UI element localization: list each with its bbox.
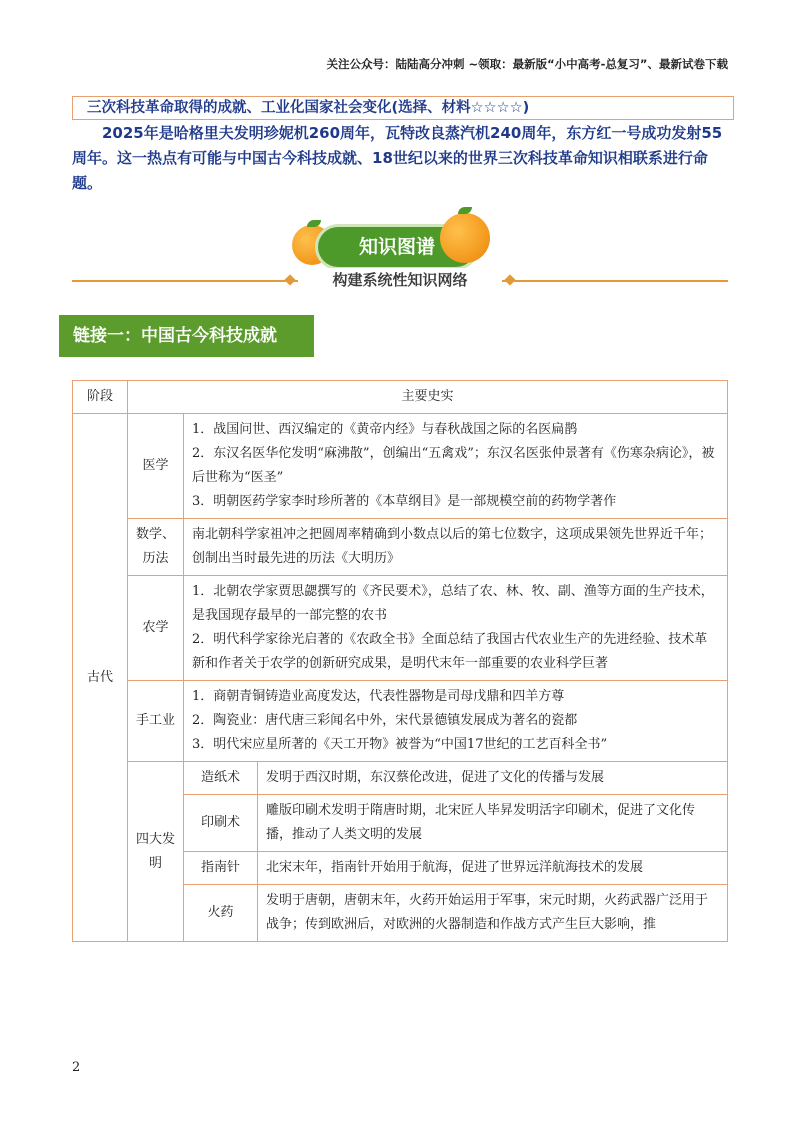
intro-paragraph: 2025年是哈格里夫发明珍妮机260周年，瓦特改良蒸汽机240周年，东方红一号成功发射55周年。这一热点有可能与中国古今科技成就、18世纪以来的世界三次科技革命知识相联系进行命题。: [72, 124, 723, 192]
category-agriculture: 农学: [128, 576, 184, 681]
banner-badge: 知识图谱: [358, 236, 435, 258]
list-item: 2．明代科学家徐光启著的《农政全书》全面总结了我国古代农业生产的先进经验、技术革新和作者关于农学的创新研究成果，是明代末年一部重要的农业科学巨著: [192, 632, 708, 671]
category-handicraft: 手工业: [128, 681, 184, 762]
invention-text: 发明于唐朝，唐朝末年，火药开始运用于军事，宋元时期，火药武器广泛用于战争；传到欧洲后，对欧洲的火器制造和作战方式产生巨大影响，推: [258, 885, 728, 942]
facts-agriculture: [184, 576, 728, 681]
category-inventions: 四大发明: [128, 762, 184, 942]
list-item: 1．商朝青铜铸造业高度发达，代表性器物是司母戊鼎和四羊方尊: [192, 689, 565, 704]
diamond-right-icon: [504, 274, 515, 285]
table-row-handicraft: [73, 681, 728, 762]
invention-text: 雕版印刷术发明于隋唐时期，北宋匠人毕昇发明活字印刷术，促进了文化传播，推动了人类文明的发展: [258, 795, 728, 852]
table-header-row: [73, 381, 728, 414]
header-stage: 阶段: [73, 381, 128, 414]
facts-handicraft: [184, 681, 728, 762]
invention-text: 发明于西汉时期，东汉蔡伦改进，促进了文化的传播与发展: [258, 762, 728, 795]
invention-name: 印刷术: [184, 795, 258, 852]
invention-text: 北宋末年，指南针开始用于航海，促进了世界远洋航海技术的发展: [258, 852, 728, 885]
facts-medicine: [184, 414, 728, 519]
era-cell: 古代: [73, 414, 128, 942]
list-item: 1．北朝农学家贾思勰撰写的《齐民要术》，总结了农、林、牧、副、渔等方面的生产技术，是我国现存最早的一部完整的农书: [192, 584, 714, 623]
invention-name: 造纸术: [184, 762, 258, 795]
facts-math: 南北朝科学家祖冲之把圆周率精确到小数点以后的第七位数字，这项成果领先世界近千年；创制出当时最先进的历法《大明历》: [184, 519, 728, 576]
invention-name: 指南针: [184, 852, 258, 885]
header-facts: 主要史实: [128, 381, 728, 414]
page-number: 2: [72, 1060, 81, 1075]
orange-right-icon: [440, 213, 490, 263]
list-item: 2．东汉名医华佗发明“麻沸散”，创编出“五禽戏”；东汉名医张仲景著有《伤寒杂病论》，被后世称为“医圣”: [192, 446, 715, 485]
category-medicine: 医学: [128, 414, 184, 519]
tech-achievements-table: [72, 380, 728, 942]
header-note: 关注公众号：陆陆高分冲刺 ~领取：最新版“小中高考-总复习”、最新试卷下载: [326, 57, 728, 71]
table-row-agriculture: [73, 576, 728, 681]
list-item: 2．陶瓷业：唐代唐三彩闻名中外，宋代景德镇发展成为著名的瓷都: [192, 713, 578, 728]
list-item: 3．明朝医药学家李时珍所著的《本草纲目》是一部规模空前的药物学著作: [192, 494, 617, 509]
category-math: 数学、历法: [128, 519, 184, 576]
section-title: 链接一：中国古今科技成就: [59, 315, 314, 357]
list-item: 3．明代宋应星所著的《天工开物》被誉为“中国17世纪的工艺百科全书”: [192, 737, 608, 752]
knowledge-map-banner: [0, 205, 800, 295]
diamond-left-icon: [284, 274, 295, 285]
banner-subtitle: 构建系统性知识网络: [298, 268, 502, 292]
table-row-medicine: [73, 414, 728, 519]
topic-title: 三次科技革命取得的成就、工业化国家社会变化(选择、材料☆☆☆☆): [72, 96, 734, 120]
invention-name: 火药: [184, 885, 258, 942]
table-row-paper: [73, 762, 728, 795]
table-row-math: [73, 519, 728, 576]
list-item: 1．战国问世、西汉编定的《黄帝内经》与春秋战国之际的名医扁鹊: [192, 422, 578, 437]
